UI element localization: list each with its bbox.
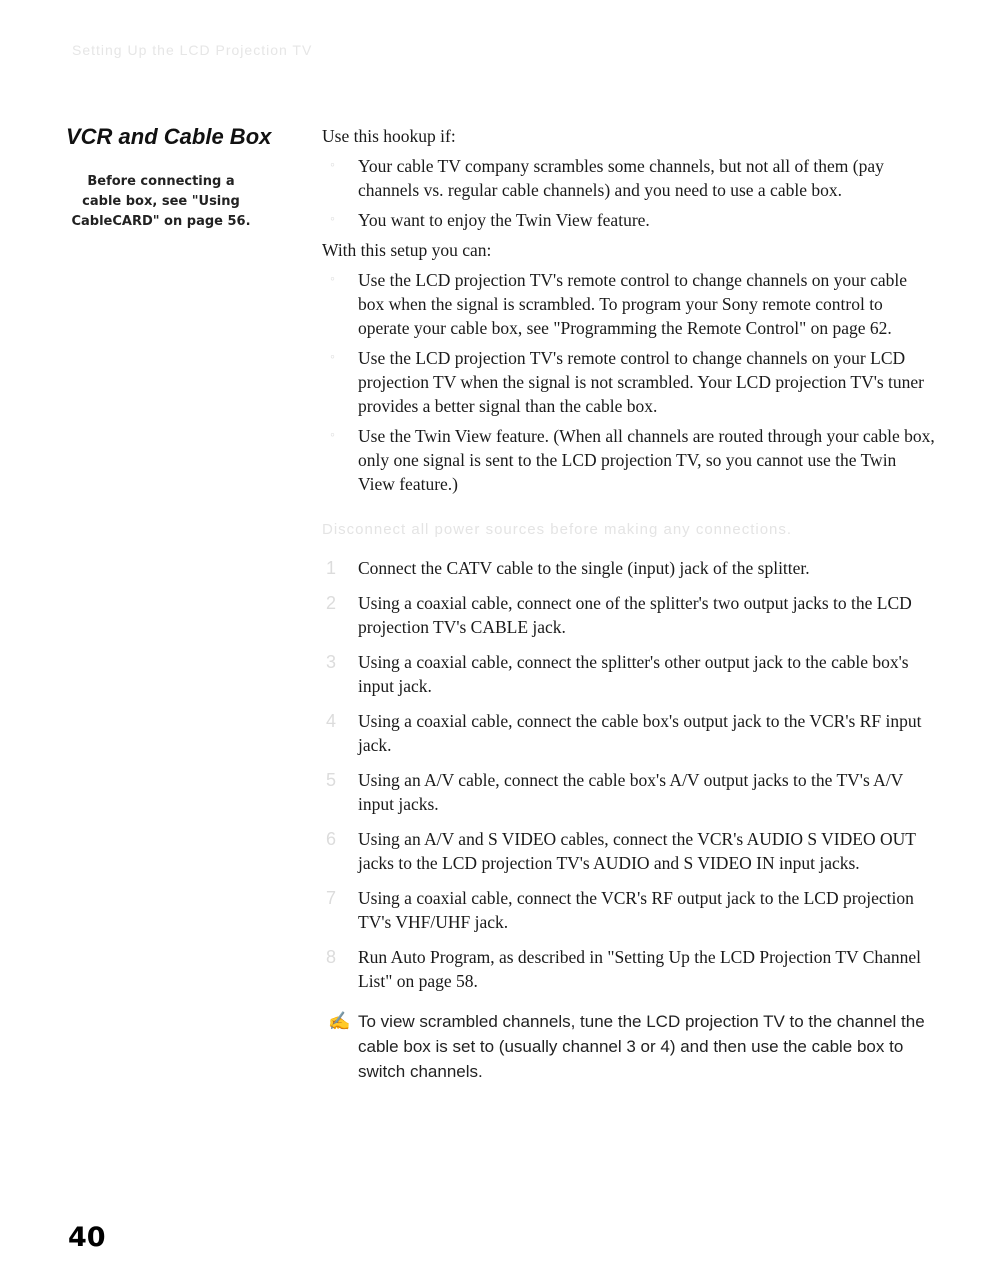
- step-item: [322, 886, 937, 934]
- step-item: [322, 591, 937, 639]
- step-item: [322, 556, 937, 580]
- step-number: 2: [326, 593, 337, 613]
- list-item-text: Use the LCD projection TV's remote control to change channels on your cable box when the signal is scrambled. To program your Sony remote control to operate your cable box, see "Programming the Remote Control" on page 62.: [358, 270, 908, 338]
- step-item: [322, 945, 937, 993]
- sidebar: [66, 124, 286, 232]
- list-item-text: Use the LCD projection TV's remote control to change channels on your LCD projection TV when the signal is not scrambled. Your LCD projection TV's tuner provides a better signal than the cable box.: [358, 348, 924, 416]
- step-text: Using a coaxial cable, connect the VCR's RF output jack to the LCD projection TV's VHF/UHF jack.: [358, 888, 914, 932]
- step-text: Run Auto Program, as described in "Setting Up the LCD Projection TV Channel List" on page 58.: [358, 947, 922, 991]
- bullet-icon: ◦: [330, 350, 335, 365]
- list-item: [322, 346, 937, 418]
- note-text: To view scrambled channels, tune the LCD projection TV to the channel the cable box is set to (usually channel 3 or 4) and then use the cable box to switch channels.: [358, 1012, 925, 1081]
- list-item: [322, 268, 937, 340]
- setup-intro-text: With this setup you can:: [322, 240, 492, 260]
- list-item: [322, 154, 937, 202]
- note-pencil-icon: ✍: [328, 1011, 351, 1031]
- list-item-text: You want to enjoy the Twin View feature.: [358, 210, 650, 230]
- benefits-list: [322, 268, 937, 496]
- list-item-text: Your cable TV company scrambles some channels, but not all of them (pay channels vs. regular cable channels) and you need to use a cable box.: [358, 156, 884, 200]
- step-text: Connect the CATV cable to the single (input) jack of the splitter.: [358, 558, 810, 578]
- steps-list: [322, 556, 937, 993]
- steps-heading: Disconnect all power sources before making any connections.: [322, 521, 793, 538]
- list-item: [322, 424, 937, 496]
- step-number: 8: [326, 947, 337, 967]
- page-number: 40: [68, 1222, 106, 1253]
- step-text: Using an A/V cable, connect the cable box's A/V output jacks to the TV's A/V input jacks.: [358, 770, 904, 814]
- running-head: Setting Up the LCD Projection TV: [72, 42, 313, 58]
- step-number: 1: [326, 558, 337, 578]
- step-number: 4: [326, 711, 337, 731]
- sidebar-note: Before connecting a cable box, see "Using CableCARD" on page 56.: [71, 174, 251, 229]
- bullet-icon: ◦: [330, 158, 335, 173]
- step-text: Using a coaxial cable, connect the splitter's other output jack to the cable box's input jack.: [358, 652, 909, 696]
- step-number: 5: [326, 770, 337, 790]
- step-number: 7: [326, 888, 337, 908]
- list-item: [322, 208, 937, 232]
- step-item: [322, 827, 937, 875]
- step-item: [322, 709, 937, 757]
- bullet-icon: ◦: [330, 272, 335, 287]
- step-item: [322, 650, 937, 698]
- section-title: VCR and Cable Box: [66, 124, 272, 149]
- bullet-icon: ◦: [330, 212, 335, 227]
- list-item-text: Use the Twin View feature. (When all channels are routed through your cable box, only one signal is sent to the LCD projection TV, so you cannot use the Twin View feature.): [358, 426, 935, 494]
- intro-text: Use this hookup if:: [322, 126, 456, 146]
- conditions-list: [322, 154, 937, 232]
- note: [322, 1009, 937, 1084]
- step-number: 3: [326, 652, 337, 672]
- step-number: 6: [326, 829, 337, 849]
- bullet-icon: ◦: [330, 428, 335, 443]
- step-text: Using an A/V and S VIDEO cables, connect the VCR's AUDIO S VIDEO OUT jacks to the LCD projection TV's AUDIO and S VIDEO IN input jacks.: [358, 829, 916, 873]
- step-text: Using a coaxial cable, connect one of the splitter's two output jacks to the LCD projection TV's CABLE jack.: [358, 593, 912, 637]
- step-item: [322, 768, 937, 816]
- main-content: [322, 124, 937, 1084]
- step-text: Using a coaxial cable, connect the cable box's output jack to the VCR's RF input jack.: [358, 711, 922, 755]
